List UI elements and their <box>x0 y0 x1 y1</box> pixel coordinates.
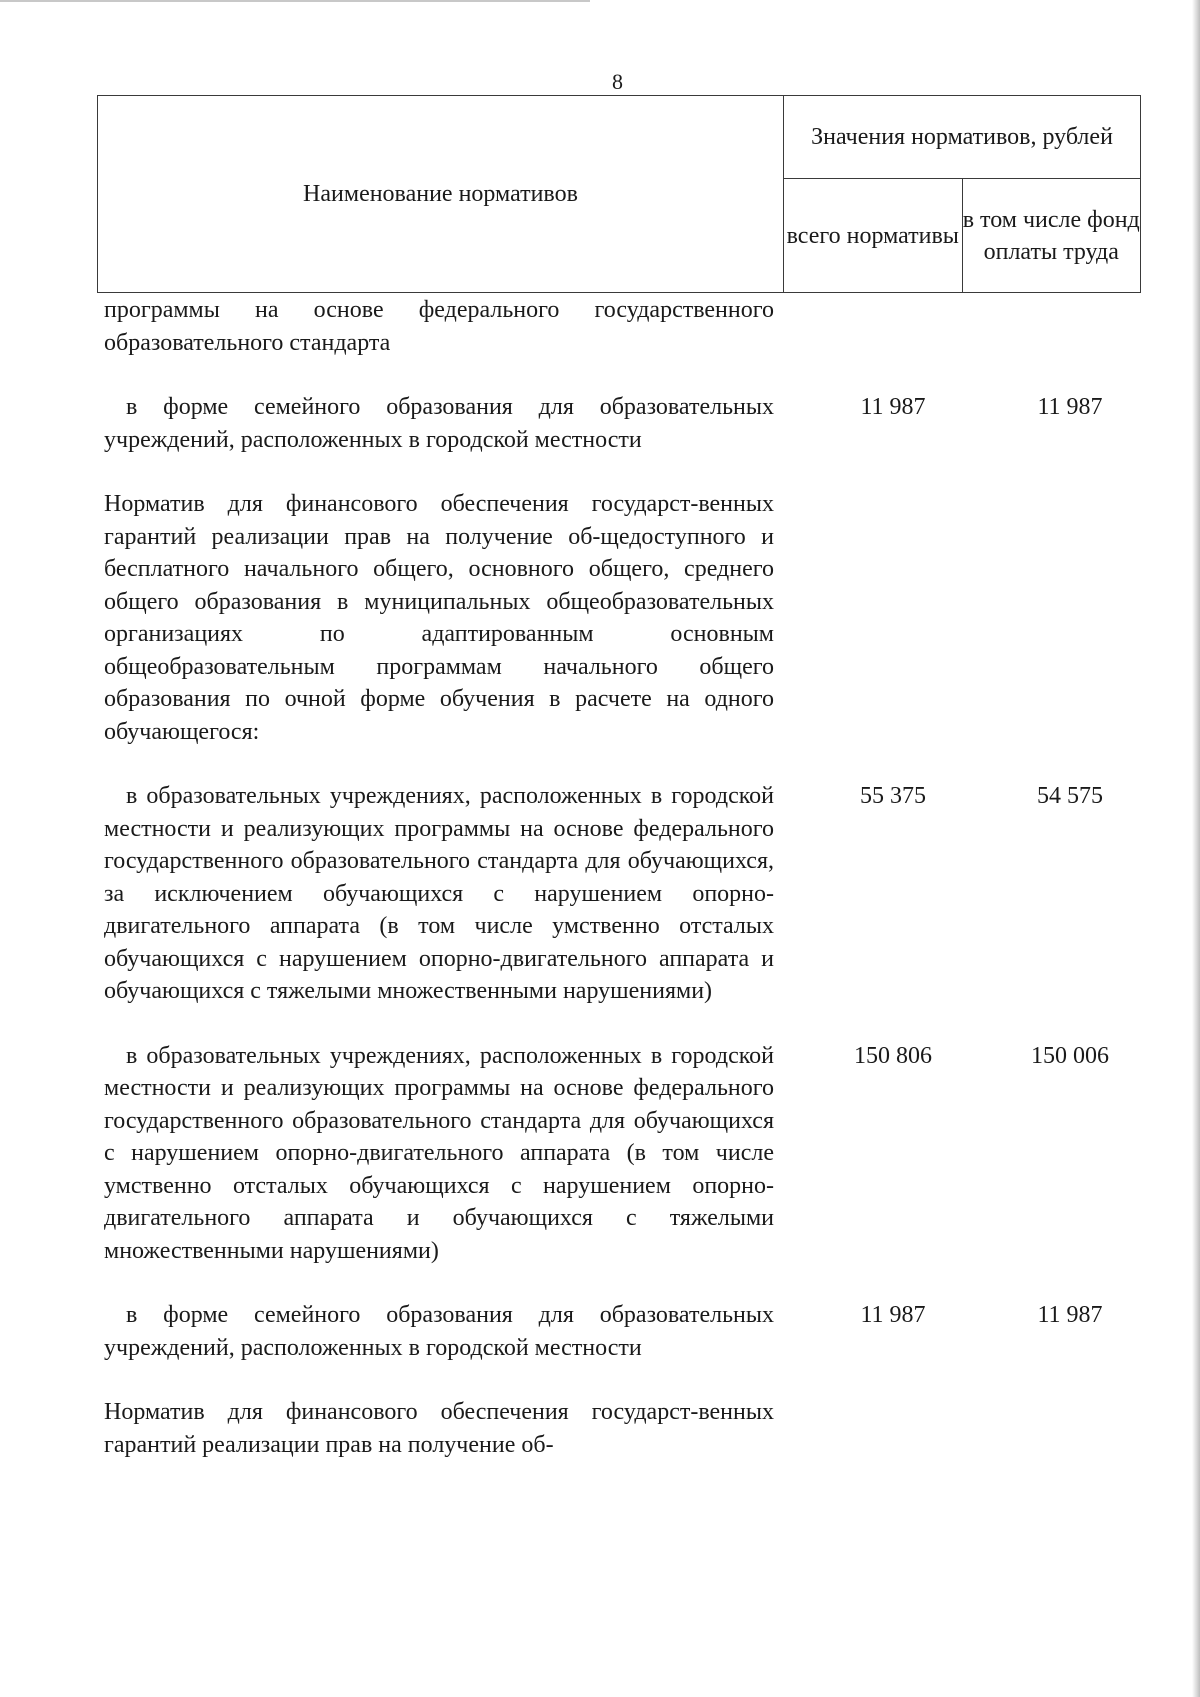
row-total-value: 11 987 <box>860 1302 926 1328</box>
table-row <box>104 1396 1144 1461</box>
table-row <box>104 780 1144 1008</box>
row-text: в образовательных учреждениях, расположенных в городской местности и реализующих программы на основе федерального государственного образовательного стандарта для обучающихся, за исключением обучающихся с нарушением опорно-двигательного аппарата (в том числе умственно отсталых обучающихся с нарушением опорно-двигательного аппарата и обучающихся с тяжелыми множественными нарушениями) <box>104 783 774 1004</box>
table-row <box>104 488 1144 748</box>
row-text: Норматив для финансового обеспечения государст-венных гарантий реализации прав на получение об-щедоступного и бесплатного начального общего, основного общего, среднего общего образования в муниципальных общеобразовательных организациях по адаптированным основным общеобразовательным программам начального общего образования по очной форме обучения в расчете на одного обучающегося: <box>104 491 774 745</box>
header-name-column: Наименование нормативов <box>98 96 784 293</box>
header-values-column: Значения нормативов, рублей <box>784 96 1141 179</box>
row-text: в форме семейного образования для образовательных учреждений, расположенных в городской местности <box>104 1302 774 1361</box>
scan-edge-right <box>1192 0 1200 1697</box>
row-total-value: 11 987 <box>860 394 926 420</box>
table-row <box>104 391 1144 456</box>
table-row <box>104 1040 1144 1268</box>
header-fund-column: в том числе фонд оплаты труда <box>962 179 1141 293</box>
row-text: в образовательных учреждениях, расположенных в городской местности и реализующих программы на основе федерального государственного образовательного стандарта для обучающихся с нарушением опорно-двигательного аппарата (в том числе умственно отсталых обучающихся с нарушением опорно-двигательного аппарата и обучающихся с тяжелыми множественными нарушениями) <box>104 1042 774 1264</box>
scan-edge-top <box>0 0 590 2</box>
header-total-column: всего нормативы <box>784 179 963 293</box>
row-fund-value: 11 987 <box>1037 394 1103 420</box>
row-total-value: 55 375 <box>860 783 926 809</box>
row-fund-value: 150 006 <box>1031 1042 1109 1069</box>
row-fund-value: 54 575 <box>1037 783 1103 809</box>
row-text: программы на основе федерального государственного образовательного стандарта <box>104 297 774 356</box>
row-total-value: 150 806 <box>854 1042 932 1069</box>
table-row <box>104 1299 1144 1364</box>
row-fund-value: 11 987 <box>1037 1302 1103 1328</box>
table-row <box>104 294 1144 359</box>
table-header <box>97 95 1141 293</box>
row-text: Норматив для финансового обеспечения государст-венных гарантий реализации прав на получение об- <box>104 1399 774 1458</box>
row-text: в форме семейного образования для образовательных учреждений, расположенных в городской местности <box>104 394 774 453</box>
page-number: 8 <box>612 69 623 94</box>
table-body <box>104 294 1144 1461</box>
